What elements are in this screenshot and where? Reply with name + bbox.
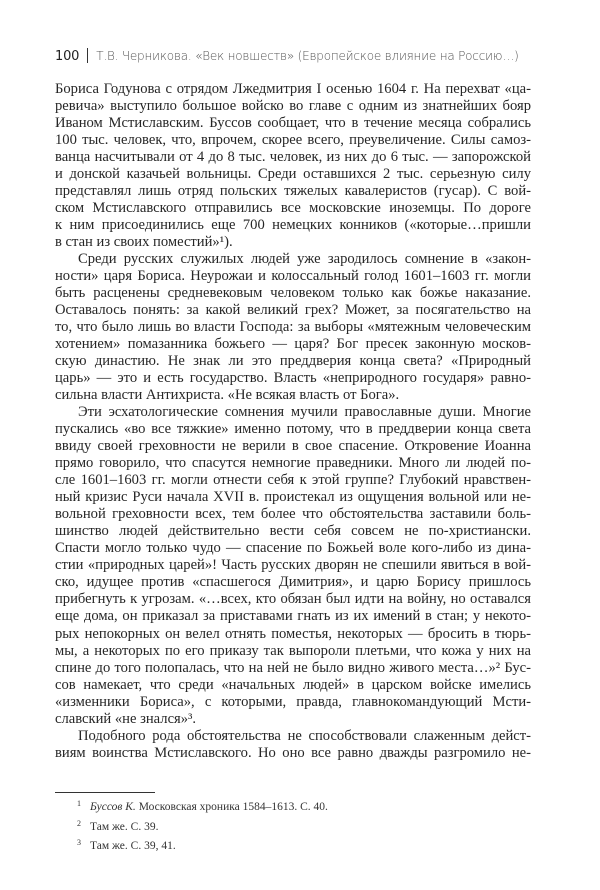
text-line: ный кризис Руси начала XVII в. проистекал из ощущения вольной или не- xyxy=(55,489,531,506)
text-line: стии «природных царей»! Часть русских дворян не спешили явиться в вой- xyxy=(55,557,531,574)
text-line: быть расценены средневековым человеком только как божье наказание. xyxy=(55,285,531,302)
text-line: вольной греховности всех, тем более что обстоятельства заставили боль- xyxy=(55,506,531,523)
text-line: в стан из своих поместий»¹). xyxy=(55,234,233,251)
paragraph xyxy=(55,81,531,251)
text-line: прибегнуть к угрозам. «…всех, кто обязан был идти на войну, но оставался xyxy=(55,591,531,608)
text-line: еще дома, он приказал за приставами гнать из их имений в стан; у некото- xyxy=(55,608,531,625)
text-line: ввиду своей греховности не верили в свое спасение. Откровение Иоанна xyxy=(55,438,531,455)
text-line: ревича» выступило большое войско во главе с одним из знатнейших бояр xyxy=(55,98,531,115)
footnote xyxy=(77,796,328,816)
text-line: прямо говорило, что спасутся немногие праведники. Много ли людей по- xyxy=(55,455,531,472)
footnote-text: Там же. С. 39, 41. xyxy=(90,840,176,852)
text-line: ванца насчитывали от 4 до 8 тыс. человек, из них до 6 тыс. — запорожской xyxy=(55,149,531,166)
footnote-rule xyxy=(55,792,155,793)
text-line: и донской казачьей вольницы. Среди оставшихся 2 тыс. серьезную силу xyxy=(55,166,531,183)
running-header xyxy=(55,48,519,64)
text-line: ности» царя Бориса. Неурожаи и колоссальный голод 1601–1603 гг. могли xyxy=(55,268,531,285)
text-line: царь» — это и есть государство. Власть «неприродного государя» равно- xyxy=(55,370,531,387)
text-line: мы, а некоторых по его приказу так выпороли плетьми, что кожа у них на xyxy=(55,642,531,659)
text-line: Среди русских служилых людей уже зародилось сомнение в «закон- xyxy=(78,251,531,268)
text-line: шинство людей действительно вести себя совсем не по-христиански. xyxy=(55,523,531,540)
text-line: сов намекает, что среди «начальных людей» в царском войске имелись xyxy=(55,676,531,693)
footnote-number: 1 xyxy=(77,799,81,808)
text-line: Оставалось понять: за какой великий грех? Может, за посягательство на xyxy=(55,302,531,319)
footnotes xyxy=(77,796,328,855)
paragraph xyxy=(55,728,531,762)
footnote-text: Московская хроника 1584–1613. С. 40. xyxy=(135,801,328,813)
text-line: то, что было лишь во власти Господа: за выборы «мятежным человеческим xyxy=(55,319,531,336)
text-line: спине до того полопалась, что на ней не было видно живого места…»² Бус- xyxy=(55,659,531,676)
text-line: скую династию. Не знак ли это преддверия конца света? «Природный xyxy=(55,353,531,370)
footnote-author: Буссов К. xyxy=(90,801,136,813)
text-line: Спасти могло только чудо — спасение по Божьей воле кого-либо из дина- xyxy=(55,540,531,557)
footnote xyxy=(77,835,328,855)
text-line: пускались «во все тяжкие» именно потому, что в преддверии конца света xyxy=(55,421,531,438)
text-line: Эти эсхатологические сомнения мучили православные души. Многие xyxy=(78,404,531,421)
text-line: представлял лишь отряд польских тяжелых кавалеристов (гусар). С вой- xyxy=(55,183,531,200)
text-line: славский «не знался»³. xyxy=(55,710,197,727)
header-divider xyxy=(87,48,88,63)
text-line: виям воинства Мстиславского. Но оно все равно дважды разгромило не- xyxy=(55,744,531,761)
text-line: Бориса Годунова с отрядом Лжедмитрия I осенью 1604 г. На перехват «ца- xyxy=(55,81,531,97)
text-line: ско, идущее против «спасшегося Димитрия», и царю Борису пришлось xyxy=(55,574,531,591)
text-line: рых непокорных он велел отнять поместья, некоторых — бросить в тюрь- xyxy=(55,625,531,642)
text-line: сильна власти Антихриста. «Не всякая власть от Бога». xyxy=(55,387,400,404)
footnote xyxy=(77,816,328,836)
footnote-text: Там же. С. 39. xyxy=(90,820,159,833)
text-line: хотением» помазанника божьего — царя? Бог пресек законную москов- xyxy=(55,336,531,353)
paragraph xyxy=(55,251,531,404)
body-text xyxy=(55,81,531,762)
paragraph xyxy=(55,404,531,727)
footnote-number: 3 xyxy=(77,838,81,847)
text-line: ском Мстиславского отправились все московские иноземцы. По дороге xyxy=(55,200,531,217)
footnote-number: 2 xyxy=(77,818,81,828)
page-number: 100 xyxy=(55,49,80,64)
text-line: Подобного рода обстоятельства не способствовали слаженным дейст- xyxy=(78,727,531,744)
text-line: «изменники Бориса», с которыми, правда, главнокомандующий Мсти- xyxy=(55,693,531,710)
text-line: сле 1601–1603 гг. могли отнести себя к этой группе? Глубокий нравствен- xyxy=(55,472,531,489)
text-line: к ним присоединились еще 700 немецких конников («которые…пришли xyxy=(55,217,531,234)
text-line: 100 тыс. человек, что, впрочем, скорее всего, преувеличение. Силы самоз- xyxy=(55,132,531,149)
text-line: Иваном Мстиславским. Буссов сообщает, что в течение месяца собрались xyxy=(55,115,531,132)
running-title: Т.В. Черникова. «Век новшеств» (Европейское влияние на Россию…) xyxy=(96,49,519,63)
